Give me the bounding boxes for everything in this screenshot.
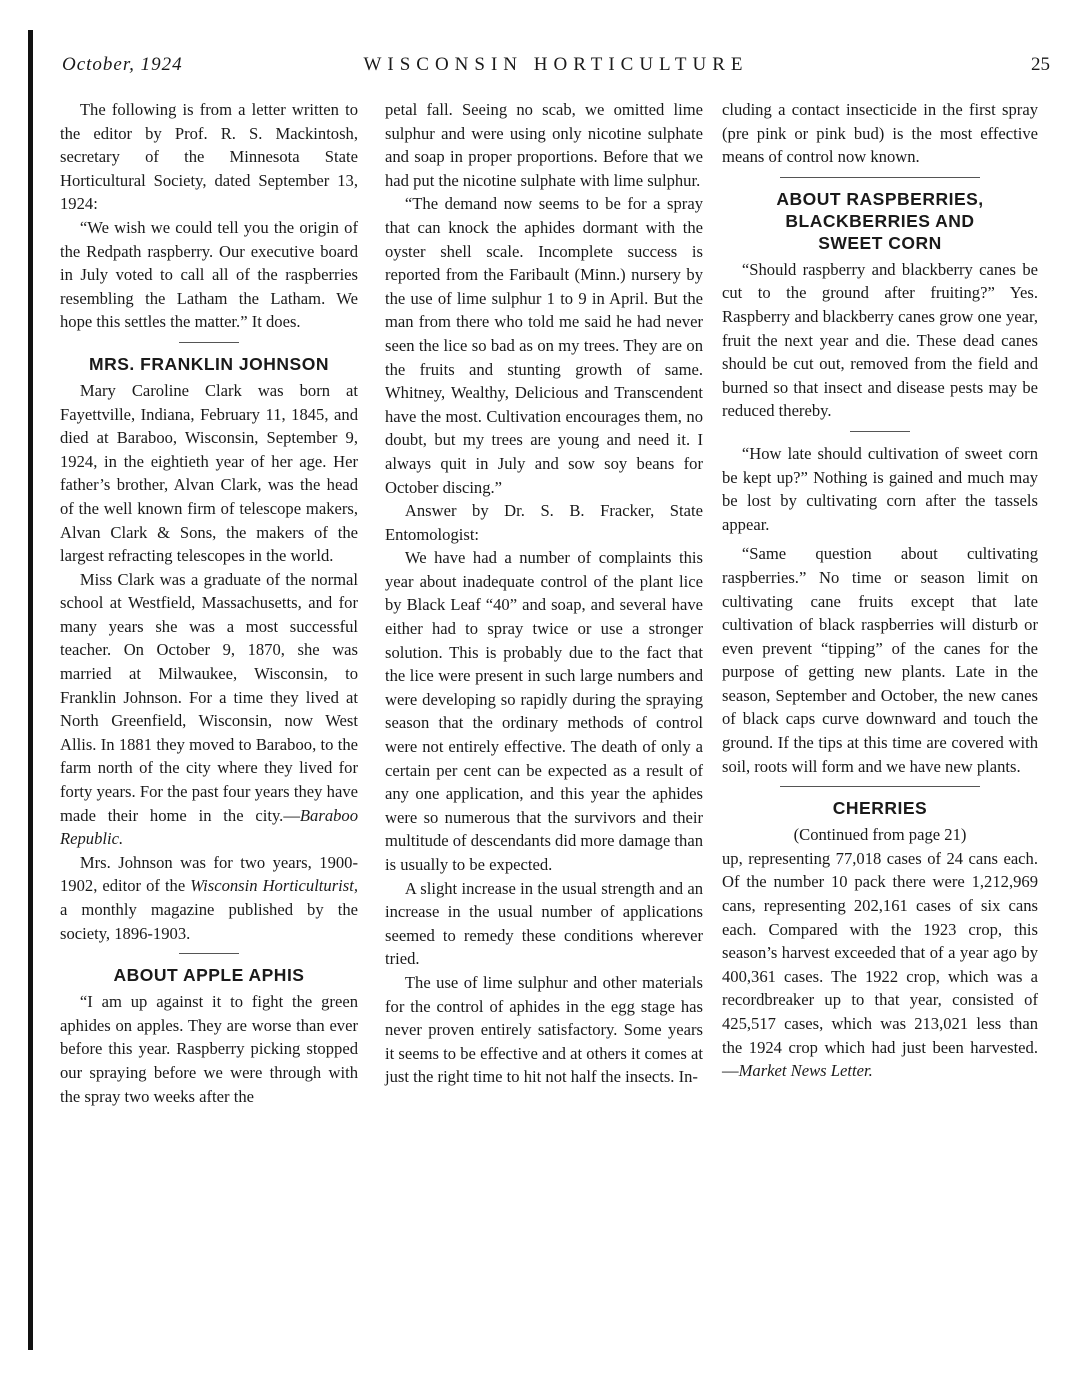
divider bbox=[179, 342, 239, 343]
section-heading: CHERRIES bbox=[832, 798, 928, 819]
page-edge-bar bbox=[28, 30, 33, 1350]
magazine-name: Wisconsin Horticulturist, bbox=[190, 876, 358, 896]
heading-line: BLACKBERRIES AND bbox=[785, 210, 975, 231]
source-citation: Baraboo Republic. bbox=[60, 805, 358, 849]
paragraph-text: Mrs. Johnson was for two years, 1900-1902, editor of the bbox=[60, 852, 358, 896]
paragraph-text: Miss Clark was a graduate of the normal school at Westfield, Massachusetts, and for many years she was a most successful teacher. On October 9, 1870, she was married at Milwaukee, Wisconsin, to Franklin Johnson. For a time they lived at North Greenfield, Wisconsin, now West Allis. In 1881 they moved to Baraboo, to the farm north of the city where they lived for forty years. For the past four years they have made their home in the city.— bbox=[60, 569, 358, 825]
column-1 bbox=[60, 98, 358, 1108]
paragraph: “I am up against it to fight the green aphides on apples. They are worse than ever before this year. Raspberry picking stopped our spraying before we were through with the spray two weeks after the bbox=[60, 992, 358, 1106]
source-citation: Market News Letter. bbox=[738, 1061, 873, 1081]
page-header bbox=[62, 54, 1050, 84]
continuation-note: (Continued from page 21) bbox=[793, 825, 967, 845]
divider bbox=[780, 177, 980, 178]
section-heading bbox=[722, 188, 1038, 254]
issue-date: October, 1924 bbox=[62, 54, 183, 75]
section-heading: MRS. FRANKLIN JOHNSON bbox=[89, 353, 329, 374]
paragraph: “The demand now seems to be for a spray that can knock the aphides dormant with the oyster shell scale. Incomplete success is reported from the Faribault (Minn.) nursery by the use of lime sulphur 1 to 9 in April. But the man from there who told me said he had never seen the lice so bad as on my trees. They are on the fruits and stunting growth of same. Whitney, Wealthy, Delicious and Transcendent have the most. Cultivation encourages them, no doubt, but my trees are young and need it. I always quit in July and sow soy beans for October discing.” bbox=[385, 194, 703, 497]
heading-line: ABOUT RASPBERRIES, bbox=[776, 188, 984, 209]
paragraph: petal fall. Seeing no scab, we omitted lime sulphur and were using only nicotine sulphate and soap in proper proportions. Before that we had put the nicotine sulphate with lime sulphur. bbox=[385, 100, 703, 190]
paragraph: The following is from a letter written to the editor by Prof. R. S. Mackintosh, secretary of the Minnesota State Horticultural Society, dated September 13, 1924: bbox=[60, 100, 358, 214]
paragraph: “Same question about cultivating raspberries.” No time or season limit on cultivating cane fruits except that late cultivation of black raspberries will disturb or even prevent “tipping” of the canes for the purpose of getting new plants. Late in the season, September and October, the new canes of black caps curve downward and touch the ground. If the tips at this time are covered with soil, roots will form and we have new plants. bbox=[722, 544, 1038, 776]
paragraph: “We wish we could tell you the origin of the Redpath raspberry. Our executive board in July voted to call all of the raspberries resembling the Latham the Latham. We hope this settles the matter.” It does. bbox=[60, 217, 358, 332]
paragraph: “How late should cultivation of sweet corn be kept up?” Nothing is gained and much may be lost by cultivating corn after the tassels appear. bbox=[722, 443, 1038, 534]
paragraph: Answer by Dr. S. B. Fracker, State Entomologist: bbox=[385, 501, 703, 544]
paragraph: “Should raspberry and blackberry canes be cut to the ground after fruiting?” Yes. Raspberry and blackberry canes grow one year, fruit the next year and die. These dead canes should be cut out, removed from the field and burned so that insect and disease pests may be reduced thereby. bbox=[722, 259, 1038, 421]
paragraph: Mary Caroline Clark was born at Fayettville, Indiana, February 11, 1845, and died at Baraboo, Wisconsin, September 9, 1924, in the eightieth year of her age. Her father’s brother, Alvan Clark, was the head of the well known firm of telescope makers, Alvan Clark & Sons, the makers of the largest refracting telescopes in the world. bbox=[60, 380, 358, 566]
page-number: 25 bbox=[1031, 54, 1050, 75]
paragraph bbox=[60, 851, 358, 945]
magazine-title: WISCONSIN HORTICULTURE bbox=[363, 54, 749, 75]
paragraph: The use of lime sulphur and other materials for the control of aphides in the egg stage has never proven entirely satisfactory. Some years it seems to be effective and at others it comes at just the right time to hit not half the insects. In- bbox=[385, 972, 703, 1087]
divider bbox=[780, 786, 980, 787]
divider bbox=[850, 431, 910, 432]
paragraph: cluding a contact insecticide in the first spray (pre pink or pink bud) is the most effective means of control now known. bbox=[722, 100, 1038, 167]
paragraph bbox=[722, 847, 1038, 1083]
paragraph: We have had a number of complaints this year about inadequate control of the plant lice by Black Leaf “40” and soap, and several have either had to spray twice or use a stronger solution. This is probably due to the fact that the lice were present in such large numbers and were developing so rapidly during the spraying season that the ordinary methods of control were not entirely effective. The death of only a certain per cent can be expected as a result of any one application, and this year the aphides were so numerous that the survivors and their multitude of descendants did more damage than is usually to be expected. bbox=[385, 548, 703, 874]
paragraph-text: a monthly magazine published by the society, 1896-1903. bbox=[60, 900, 358, 943]
divider bbox=[179, 953, 239, 954]
column-3 bbox=[722, 98, 1038, 1083]
section-heading: ABOUT APPLE APHIS bbox=[113, 965, 305, 986]
paragraph bbox=[60, 568, 358, 851]
paragraph: A slight increase in the usual strength and an increase in the usual number of applications seemed to remedy these conditions wherever tried. bbox=[385, 878, 703, 969]
paragraph-text: up, representing 77,018 cases of 24 cans each. Of the number 10 pack there were 1,212,969 cans, representing 202,161 cases of six cans each. Compared with the 1923 crop, this season’s harvest exceeded that of a year ago by 400,361 cases. The 1922 crop, which was a recordbreaker up to that year, consisted of 425,517 cases, which was 213,021 less than the 1924 crop which had just been harvested.— bbox=[722, 848, 1038, 1081]
column-2 bbox=[385, 98, 703, 1089]
heading-line: SWEET CORN bbox=[818, 232, 942, 253]
